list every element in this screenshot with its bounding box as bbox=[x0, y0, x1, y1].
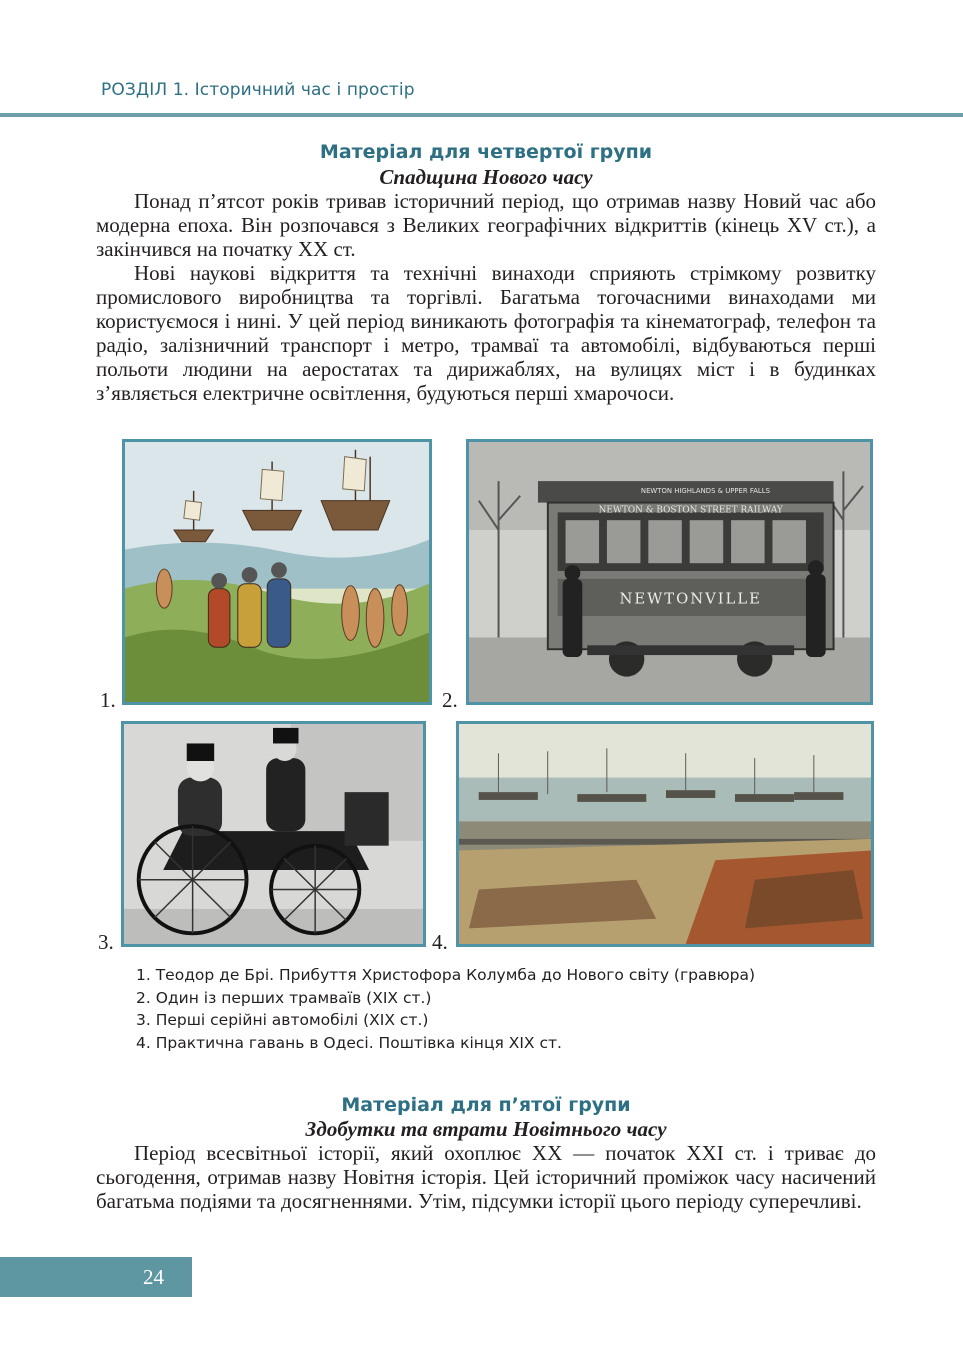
paragraph: Період всесвітньої історії, який охоплює XX — початок XXI ст. і триває до сьогодення, отримав назву Новітня історія. Цей історичний проміжок часу насичений багатьма подіями та досягненнями. Утім, підсумки історії цього періоду суперечливі. bbox=[96, 1141, 876, 1213]
header-divider bbox=[0, 113, 963, 117]
section-4-subtitle: Спадщина Нового часу bbox=[379, 165, 593, 189]
caption-4: 4. Практична гавань в Одесі. Поштівка кінця XIX ст. bbox=[136, 1033, 562, 1052]
figure-2-image bbox=[466, 439, 873, 705]
caption-3: 3. Перші серійні автомобілі (XIX ст.) bbox=[136, 1011, 429, 1029]
figure-captions bbox=[136, 964, 755, 1054]
figure-3-number: 3. bbox=[98, 930, 114, 954]
section-5-title: Матеріал для п’ятої групи bbox=[341, 1094, 631, 1116]
tram-name-sign: NEWTONVILLE bbox=[619, 590, 762, 608]
figure-4-number: 4. bbox=[432, 930, 448, 954]
paragraph: Нові наукові відкриття та технічні винаходи сприяють стрімкому розвитку промислового виробництва та торгівлі. Багатьма тогочасними винаходами ми користуємося і нині. У цей період виникають фотографія та кінематограф, телефон та радіо, залізничний транспорт і метро, трамваї та автомобілі, відбуваються перші польоти людини на аеростатах та дирижаблях, на вулицях міст і в будинках з’являється електричне освітлення, будуються перші хмарочоси. bbox=[96, 261, 876, 405]
figure-4-image bbox=[456, 721, 874, 947]
running-head: РОЗДІЛ 1. Історичний час і простір bbox=[101, 80, 415, 100]
figure-2-number: 2. bbox=[442, 688, 458, 712]
tram-top-sign: NEWTON HIGHLANDS & UPPER FALLS bbox=[640, 486, 770, 495]
figure-3-image bbox=[121, 721, 426, 947]
caption-2: 2. Один із перших трамваїв (XIX ст.) bbox=[136, 988, 432, 1007]
page-number: 24 bbox=[143, 1265, 164, 1289]
section-5-subtitle: Здобутки та втрати Новітнього часу bbox=[305, 1117, 667, 1141]
paragraph: Понад п’ятсот років тривав історичний період, що отримав назву Новий час або модерна епоха. Він розпочався з Великих географічних відкриттів (кінець XV ст.), а закінчився на початку XX ст. bbox=[96, 189, 876, 261]
figure-1-number: 1. bbox=[100, 688, 116, 712]
figure-1-image bbox=[122, 439, 432, 705]
section-4-body bbox=[96, 189, 876, 405]
section-5-body bbox=[96, 1141, 876, 1213]
tram-side-sign: NEWTON & BOSTON STREET RAILWAY bbox=[598, 505, 783, 516]
section-4-title: Матеріал для четвертої групи bbox=[319, 141, 653, 163]
caption-1: 1. Теодор де Брі. Прибуття Христофора Колумба до Нового світу (гравюра) bbox=[136, 966, 756, 984]
